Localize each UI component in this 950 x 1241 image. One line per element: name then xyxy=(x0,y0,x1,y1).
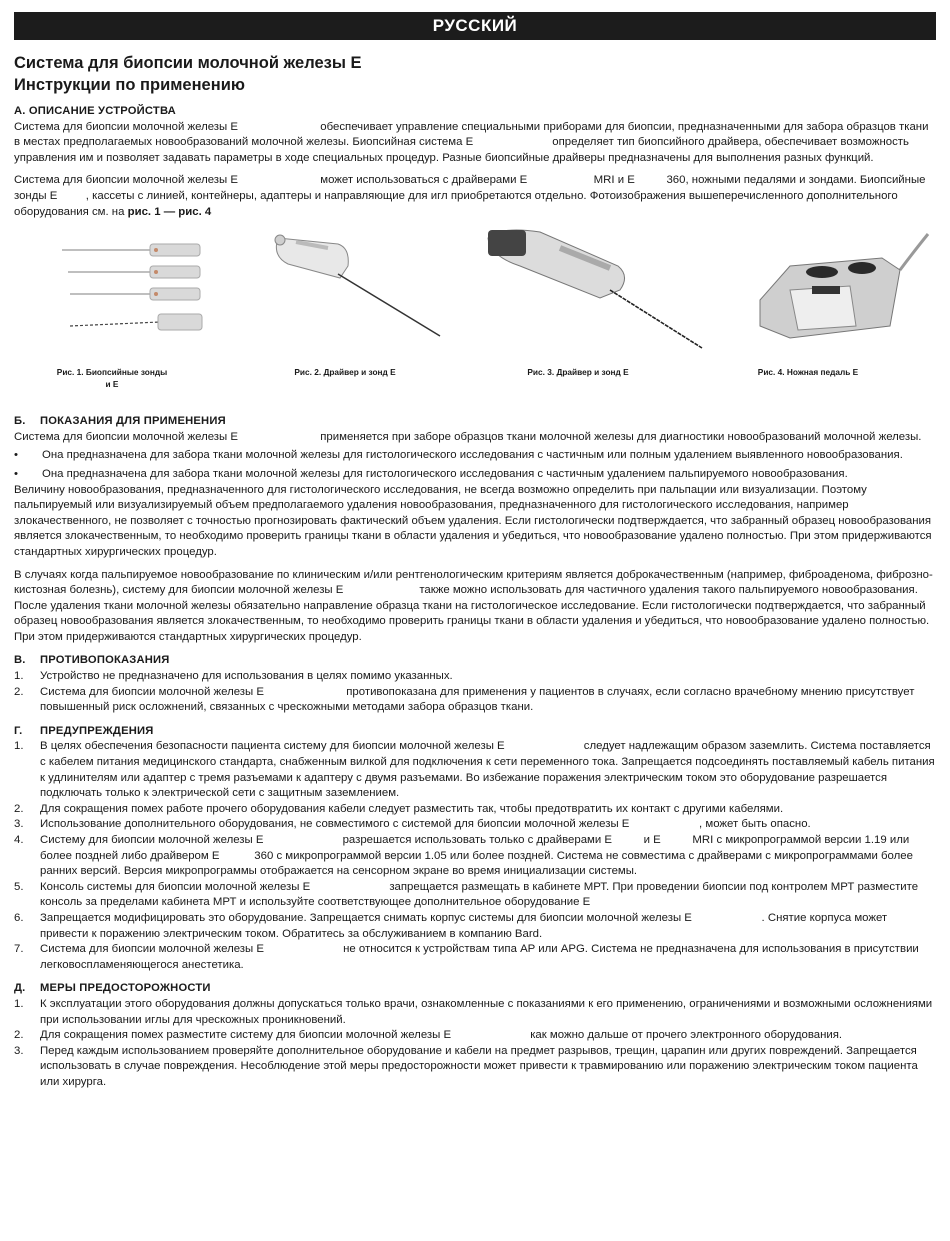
list-item xyxy=(14,1028,936,1044)
item-number: 2. xyxy=(14,685,24,698)
list-item-text: Для сокращения помех разместите систему для биопсии молочной железы E как можно дальше от прочего электронного оборудования. xyxy=(40,1029,843,1042)
paragraph-text: Система для биопсии молочной железы E может использоваться с драйверами E MRI и E 360, ножными педалями и зондами. Биопсийные зонды E , кассеты с линией, контейнеры, адаптеры и направляющие для игл приобретаются отдельно. Фотоизображения вышеперечисленного дополнительного оборудования см. на xyxy=(14,174,929,218)
list-item-text: Она предназначена для забора ткани молочной железы для гистологического исследования с частичным удалением пальпируемого новообразования. xyxy=(42,467,848,480)
figure-4-foot-pedal-image xyxy=(750,230,930,346)
figure-4-caption: Рис. 4. Ножная педаль E xyxy=(757,367,859,378)
section-letter: В. xyxy=(14,654,26,667)
item-number: 1. xyxy=(14,997,24,1010)
list-item xyxy=(14,833,936,880)
list-item xyxy=(14,942,936,973)
item-number: 1. xyxy=(14,670,24,683)
indications-list xyxy=(14,448,936,482)
section-b-heading xyxy=(14,414,936,430)
figure-3-driver-image xyxy=(480,226,706,352)
document-title xyxy=(14,52,936,96)
caption-line-2: и E xyxy=(105,379,119,390)
language-banner: РУССКИЙ xyxy=(14,12,936,40)
list-item xyxy=(14,911,936,942)
item-number: 3. xyxy=(14,1044,24,1057)
section-b-paragraph-2: Величину новообразования, предназначенного для гистологического исследования, не всегда возможно определить при пальпации или визуализации. Поэтому пальпируемый или визуализируемый объем предполагаемого удаления новообразования, предназначенного для гистологического исследования, например злокачественного, не позволяет с точностью прогнозировать фактический объем удаления. Если гистологически подтверждается, что забранный образец новообразования является злокачественным, то необходимо проверить границы ткани в области удаления и убедиться, что новообразование удалено полностью. При этом придерживаются стандартных хирургических процедур. xyxy=(14,483,932,558)
section-b-paragraph-3: В случаях когда пальпируемое новообразование по клиническим и/или рентгенологическим критериям является доброкачественным (например, фиброаденома, фиброзно-кистозная болезнь), систему для биопсии молочной железы E также можно использовать для частичного удаления такого пальпируемого новообразования. После удаления ткани молочной железы обязательно направление образца ткани на гистологическое исследование. Если гистологически подтверждается, что забранный образец новообразования является злокачественным, то необходимо проверить границы ткани в области удаления и убедиться, что новообразование удалено полностью. При этом придерживаются стандартных хирургических процедур. xyxy=(14,568,933,643)
item-number: 3. xyxy=(14,818,24,831)
title-line-1: Система для биопсии молочной железы E xyxy=(14,54,362,72)
list-item-text: Она предназначена для забора ткани молочной железы для гистологического исследования с частичным или полным удалением выявленного новообразования. xyxy=(42,449,903,462)
section-letter: Д. xyxy=(14,982,26,995)
list-item-text: В целях обеспечения безопасности пациента систему для биопсии молочной железы E следует надлежащим образом заземлить. Система поставляется с кабелем питания медицинского стандарта, снабженным вилкой для подключения к сети переменного тока. Запрещается подсоединять поставляемый кабель питания к удлинителям или адаптер с тремя разъемами к адаптеру с двумя разъемами. Во избежание поражения электрическим током это оборудование разрешается подключать только к электрической сети с защитным заземлением. xyxy=(40,740,938,800)
list-item-text: К эксплуатации этого оборудования должны допускаться только врачи, ознакомленные с показаниями к его применению, ограничениями и возможными осложнениями при использовании иглы для чрескожных проникновений. xyxy=(40,997,933,1026)
list-item xyxy=(14,669,936,685)
figure-1-probes-image xyxy=(60,232,206,344)
figure-reference: рис. 1 — рис. 4 xyxy=(127,205,212,218)
section-a-heading xyxy=(14,104,936,120)
section-a-paragraph-2 xyxy=(14,173,936,220)
section-title: ОПИСАНИЕ УСТРОЙСТВА xyxy=(28,105,176,117)
precautions-list xyxy=(14,997,936,1091)
figure-row xyxy=(14,226,936,406)
item-number: 4. xyxy=(14,834,24,846)
section-g-heading xyxy=(14,724,936,740)
contraindications-list xyxy=(14,669,936,716)
list-item xyxy=(14,817,936,833)
caption-line-1: Рис. 1. Биопсийные зонды xyxy=(56,367,168,378)
item-number: 2. xyxy=(14,802,24,815)
figure-2-caption: Рис. 2. Драйвер и зонд E xyxy=(294,367,396,378)
list-item xyxy=(14,997,936,1028)
bullet-mark: • xyxy=(14,467,18,480)
list-item-text: Для сокращения помех работе прочего оборудования кабели следует разместить так, чтобы предотвратить их контакт с другими кабелями. xyxy=(40,802,784,815)
item-number: 2. xyxy=(14,1029,24,1042)
section-title: ПОКАЗАНИЯ ДЛЯ ПРИМЕНЕНИЯ xyxy=(40,415,226,428)
list-item xyxy=(14,448,936,464)
list-item-text: Перед каждым использованием проверяйте дополнительное оборудование и кабели на предмет разрывов, трещин, царапин или других повреждений. Запрещается использовать в случае повреждения. Несоблюдение этой меры предосторожности может привести к травмированию или поражению электрическим током пациента или хирурга. xyxy=(40,1044,918,1088)
figure-2-driver-image xyxy=(268,226,448,346)
list-item xyxy=(14,880,936,911)
list-item xyxy=(14,1044,936,1091)
section-letter: Б. xyxy=(14,415,26,428)
list-item-text: Система для биопсии молочной железы E противопоказана для применения у пациентов в случаях, если согласно врачебному мнению присутствует повышенный риск осложнений, связанных с чрескожными методами забора образцов ткани. xyxy=(40,685,918,714)
section-letter: Г. xyxy=(14,724,23,737)
item-number: 7. xyxy=(14,943,24,956)
list-item-text: Система для биопсии молочной железы E не относится к устройствам типа AP или APG. Система не предназначена для использования в присутствии легковоспламеняющегося анестетика. xyxy=(40,943,922,971)
section-d-heading xyxy=(14,981,936,997)
section-title: ПРЕДУПРЕЖДЕНИЯ xyxy=(40,724,154,737)
figure-3-caption: Рис. 3. Драйвер и зонд E xyxy=(527,367,629,378)
section-title: ПРОТИВОПОКАЗАНИЯ xyxy=(40,654,170,667)
item-number: 1. xyxy=(14,740,24,753)
list-item xyxy=(14,802,936,818)
bullet-mark: • xyxy=(14,449,18,462)
list-item xyxy=(14,739,936,801)
list-item-text: Устройство не предназначено для использования в целях помимо указанных. xyxy=(40,670,453,683)
warnings-list xyxy=(14,739,936,973)
list-item-text: Консоль системы для биопсии молочной железы E запрещается размещать в кабинете МРТ. При проведении биопсии под контролем МРТ разместите консоль за пределами кабинета МРТ и используйте соответствующее дополнительное оборудование E xyxy=(40,880,922,909)
list-item-text: Систему для биопсии молочной железы E разрешается использовать только с драйверами E и E MRI с микропрограммой версии 1.19 или более поздней либо драйвером E 360 с микропрограммой версии 1.05 или более поздней. Система не совместима с драйверами с микропрограммами более ранних версий. Версия микропрограммы отображается на сенсорном экране во время инициализации системы. xyxy=(40,834,917,878)
list-item xyxy=(14,467,936,483)
section-v-heading xyxy=(14,653,936,669)
section-a-paragraph-1: Система для биопсии молочной железы E обеспечивает управление специальными приборами для биопсии, предназначенными для забора образцов ткани в местах предполагаемых новообразований молочной железы. Биопсийная система E определяет тип биопсийного драйвера, обеспечивает возможность управления им и позволяет задавать параметры в ходе специальных процедур. Разные биопсийные драйверы предназначены для выполнения разных функций. xyxy=(14,120,932,164)
list-item-text: Запрещается модифицировать это оборудование. Запрещается снимать корпус системы для биопсии молочной железы E . Снятие корпуса может привести к поражению электрическим током. Обратитесь за обслуживанием в компанию Bard. xyxy=(40,911,891,940)
page xyxy=(14,12,936,1091)
item-number: 6. xyxy=(14,911,24,924)
section-b-paragraph-1: Система для биопсии молочной железы E применяется при заборе образцов ткани молочной железы для диагностики новообразований молочной железы. xyxy=(14,430,922,443)
figure-1-caption xyxy=(42,366,182,390)
section-letter: А. xyxy=(14,105,26,117)
item-number: 5. xyxy=(14,880,24,893)
title-line-2: Инструкции по применению xyxy=(14,76,245,94)
list-item xyxy=(14,685,936,716)
section-title: МЕРЫ ПРЕДОСТОРОЖНОСТИ xyxy=(40,982,211,995)
list-item-text: Использование дополнительного оборудования, не совместимого с системой для биопсии молочной железы E , может быть опасно. xyxy=(40,818,811,831)
